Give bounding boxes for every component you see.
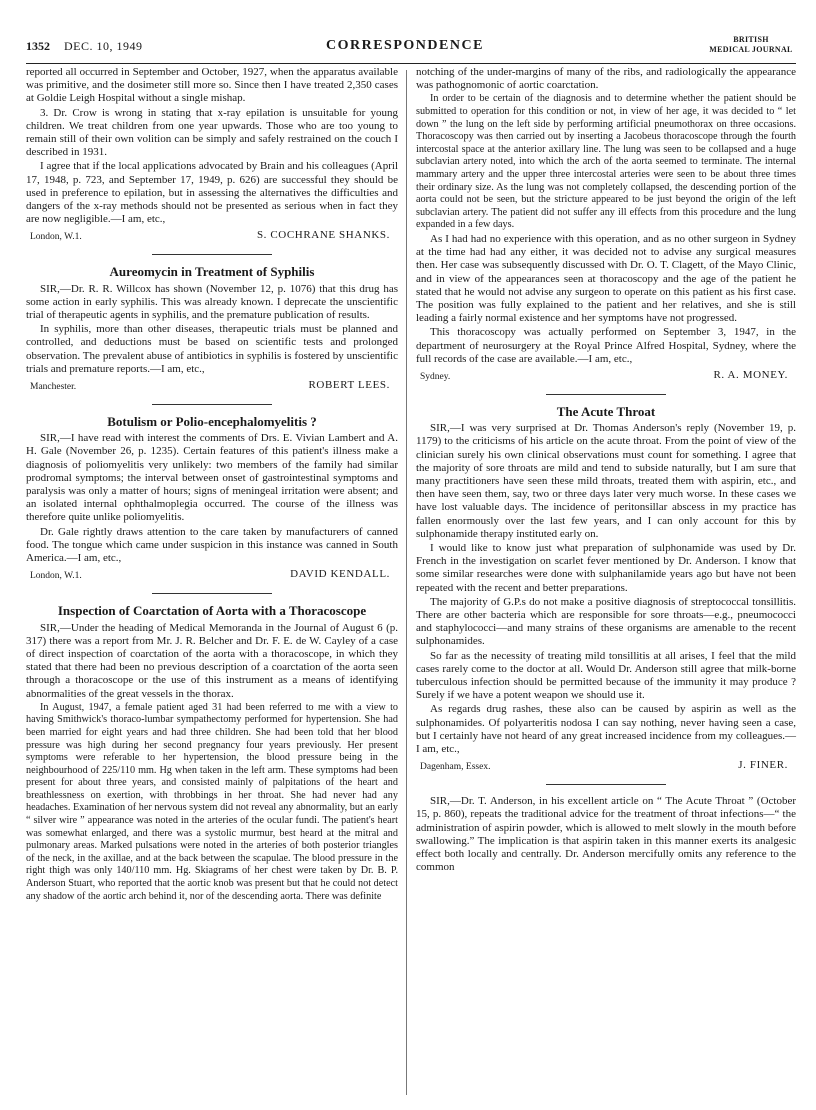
column-divider [406, 70, 407, 1095]
journal-name [706, 35, 796, 55]
letter-heading: Botulism or Polio-encephalomyelitis ? [107, 414, 317, 430]
signature [26, 567, 398, 583]
salutation: SIR, [40, 621, 60, 634]
paragraph: So far as the necessity of treating mild tonsillitis at all arises, I feel that the mild cases rarely come to the doctor at all. Would Dr. Anderson still agree that milk-borne tuberculous infection should be permitted because of the immunity it may produce ? Surely if we have a potent weapon we should use it. [416, 649, 796, 702]
signature-place: Sydney. [420, 371, 451, 382]
signature-author: ROBERT LEES. [308, 379, 390, 392]
page-header [26, 33, 796, 59]
signature [416, 758, 796, 774]
paragraph: I would like to know just what preparation of sulphonamide was used by Dr. French in the investigation on scarlet fever mentioned by Dr. Anderson. I know that some similar researches were done with sulphanilamide years ago but have not been repeated with the recent and better preparations. [416, 542, 796, 594]
salutation: SIR, [40, 282, 60, 295]
paragraph-text: —I was very surprised at Dr. Thomas Anderson's reply (November 19, p. 1179) to the criticisms of his article on the acute throat. From the point of view of the clinician surely his own clinical observations must count for something. I agree that the majority of sore throats are mild and tend to subside naturally, but I am sure that many practitioners have seen these mild throats, treated them with aspirin, etc., and then have seen them, say, two or three days later very much worse. In these cases we have lost valuable days. The incidence of peritonsillar abscess in my practice has fallen enormously over the last few years, and I can only account for this by sulphonamide therapy instituted early on. [416, 422, 796, 540]
paragraph [26, 622, 398, 701]
paragraph [416, 795, 796, 874]
signature [416, 368, 796, 384]
paragraph [416, 422, 796, 541]
signature-author: S. COCHRANE SHANKS. [256, 229, 390, 242]
paragraph: In order to be certain of the diagnosis and to determine whether the patient should be submitted to operation for this condition or not, in view of her age, it was decided to “ let down ” the lung on the left side by performing artificial pneumothorax on three occasions. Thoracoscopy was then carried out by inserting a Jacobeus thoracoscope through the fourth intercostal space at the anterior axillary line. The lung was seen to be collapsed and a huge subclavian artery noted, into which the arch of the aorta seemed to terminate. The internal mammary artery and the upper three intercostal arteries were seen to be about three times their ordinary size. As the lung was not completely collapsed, the descending portion of the aorta could not be seen, but the stricture appeared to be just beyond the origin of the left subclavian artery. The patient did not suffer any ill effects from this procedure and the lung expanded in a few days. [416, 93, 796, 231]
paragraph [26, 283, 398, 323]
salutation: SIR, [430, 795, 450, 808]
paragraph: In syphilis, more than other diseases, therapeutic trials must be planned and controlled, and deductions must be based on scientific tests and prolonged observation. The prevalent abuse of antibiotics in syphilis is fostered by unscientific trials and premature reports.—I am, etc., [26, 323, 398, 375]
divider [546, 784, 666, 785]
paragraph: As I had had no experience with this operation, and as no other surgeon in Sydney at the time had had any either, it was decided not to advise any surgical measures then. Her case was subsequently discussed with Dr. O. T. Clagett, of the Mayo Clinic, and in view of the appearances seen at thoracoscopy and the age of the patient he stated that he would not advise any surgeon to operate on this patient as his first case. The position was fully explained to the patient and her relatives, and she is still leading a fairly normal existence and her symptoms have not progressed. [416, 232, 796, 325]
salutation: SIR, [430, 422, 450, 435]
divider [152, 404, 272, 405]
signature-author: DAVID KENDALL. [290, 568, 390, 581]
letter-heading: Aureomycin in Treatment of Syphilis [109, 264, 315, 280]
header-rule [26, 63, 796, 64]
signature-place: Manchester. [30, 382, 77, 393]
page-number: 1352 [26, 39, 50, 53]
paragraph-text: —I have read with interest the comments of Drs. E. Vivian Lambert and A. H. Gale (November 26, p. 1235). Certain features of this patient's illness make a diagnosis of poliomyelitis very unlikely: two members of the family had similar prodromal symptoms; the interval between onset of gastrointestinal symptoms and paralysis was only a matter of hours; signs of meningeal irritation were absent; and an isolated internal ophthalmoplegia occurred. The course of the illness was therefore quite unlike poliomyelitis. [26, 432, 398, 524]
signature-place: London, W.1. [30, 571, 82, 582]
journal-name-line1: BRITISH [733, 35, 769, 44]
paragraph: This thoracoscopy was actually performed on September 3, 1947, in the department of neurosurgery at the Royal Prince Alfred Hospital, Sydney, where the full records of the case are available.—I am, etc., [416, 326, 796, 365]
paragraph: The majority of G.P.s do not make a positive diagnosis of streptococcal tonsillitis. There are other bacteria which are responsible for sore throats—e.g., pneumococci and staphylococci—and many strains of these organisms are amenable to the recent sulphonamides. [416, 595, 796, 648]
letter-heading: The Acute Throat [556, 403, 656, 419]
signature [26, 378, 398, 394]
paragraph [26, 432, 398, 524]
left-column [26, 66, 398, 904]
divider [546, 394, 666, 395]
paragraph: reported all occurred in September and October, 1927, when the apparatus available was primitive, and the dosimeter still more so. Since then I have treated 2,350 cases at Goldie Leigh Hospital without a single mishap. [26, 66, 398, 105]
signature-place: Dagenham, Essex. [420, 762, 491, 773]
paragraph: As regards drug rashes, these also can be caused by aspirin as well as the sulphonamides. Of polyarteritis nodosa I can say nothing, never having seen a case, but I certainly have not heard of any great increased incidence from my colleagues.—I am, etc., [416, 703, 796, 756]
section-title: CORRESPONDENCE [326, 38, 484, 53]
signature-author: J. FINER. [738, 759, 788, 772]
paragraph-text: —Dr. R. R. Willcox has shown (November 12, p. 1076) that this drug has some action in early syphilis. This was already known. I deprecate the unscientific trial of therapeutic agents in syphilis, and the premature publication of results. [26, 282, 398, 322]
salutation: SIR, [40, 432, 60, 445]
paragraph-text: —Under the heading of Medical Memoranda in the Journal of August 6 (p. 317) there was a report from Mr. J. R. Belcher and Dr. F. E. de W. Cayley of a case of direct inspection of coarctation of the aorta with a thoracoscope, in which they stated that there had been no previous description of a coarctation of the aorta seen through a thoracoscope or the use of this instrument as a means of identifying abnormalities of the great vessels in the thorax. [26, 621, 398, 700]
paragraph: 3. Dr. Crow is wrong in stating that x-ray epilation is unsuitable for young children. We treat children from one year upwards. Those who are too young to remain still of their own volition can be simply and safely restrained on the couch I described in 1931. [26, 106, 398, 159]
signature-place: London, W.1. [30, 232, 82, 243]
right-column [416, 66, 796, 875]
journal-name-line2: MEDICAL JOURNAL [709, 45, 793, 54]
issue-date: DEC. 10, 1949 [64, 39, 143, 53]
divider [152, 593, 272, 594]
divider [152, 254, 272, 255]
paragraph: notching of the under-margins of many of the ribs, and radiologically the appearance was pathognomonic of aortic coarctation. [416, 66, 796, 92]
paragraph: Dr. Gale rightly draws attention to the care taken by manufacturers of canned food. The tongue which came under suspicion in this instance was canned in South America.—I am, etc., [26, 525, 398, 565]
paragraph: I agree that if the local applications advocated by Brain and his colleagues (April 17, 1948, p. 723, and September 17, 1949, p. 626) are successful they should be used in preference to epilation, but in assessing the alternatives the difficulties and dangers of the x-ray methods should not be presented as serious when in fact they are now negligible.—I am, etc., [26, 160, 398, 226]
signature-author: R. A. MONEY. [713, 368, 788, 381]
signature [26, 228, 398, 244]
paragraph-text: —Dr. T. Anderson, in his excellent article on “ The Acute Throat ” (October 15, p. 860), repeats the traditional advice for the treatment of throat infections—“ the administration of aspirin powder, which is allowed to melt slowly in the mouth before swallowing.” The implication is that aspirin taken in this manner exerts its analgesic effect both locally and centrally. Dr. Anderson mercifully omits any reference to the common [416, 795, 796, 874]
letter-heading: Inspection of Coarctation of Aorta with a Thoracoscope [57, 603, 367, 619]
paragraph: In August, 1947, a female patient aged 31 had been referred to me with a view to having Smithwick's thoraco-lumbar sympathectomy performed for hypertension. She had been married for eight years and had three children. She had been told that her blood pressure was high during her second pregnancy four years previously. Her present symptoms were referable to her hypertension, the blood pressure being in the neighbourhood of 225/110 mm. Hg when taken in the left arm. These symptoms had been present for about three years, and consisted mainly of palpitations of the heart and breathlessness on exertion, with throbbings in her throat. She had never had any headaches. Examination of her nervous system did not reveal any abnormality, but an early “ silver wire ” appearance was noted in the arteries of the ocular fundi. The patient's heart was somewhat enlarged, and there was a systolic murmur, best heard at the mitral and pulmonary areas. Marked pulsations were noted in the arteries of both posterior triangles of the neck, in the axillae, and at the back between the scapulae. The blood pressure in the right thigh was only 140/110 mm. Hg. Skiagrams of her chest were taken by Dr. B. P. Anderson Stuart, who reported that the aortic knob was present but that he could not detect any shadow of the aortic arch behind it, nor of the descending aorta. There was definite [26, 701, 398, 902]
